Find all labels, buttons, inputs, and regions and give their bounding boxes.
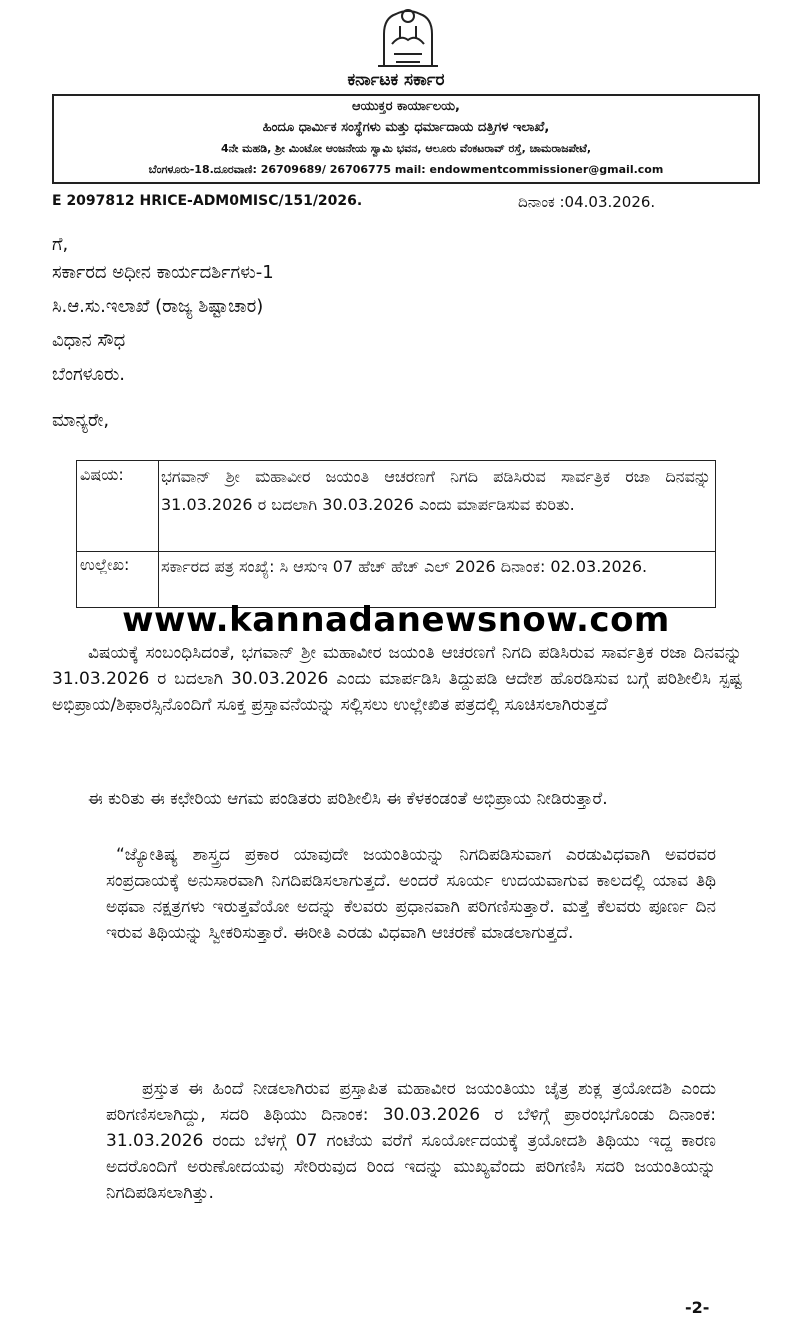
body-paragraph-2: ಈ ಕುರಿತು ಈ ಕಛೇರಿಯ ಆಗಮ ಪಂಡಿತರು ಪರಿಶೀಲಿಸಿ ಈ ಕೆಳಕಂಡಂತೆ ಅಭಿಪ್ರಾಯ ನೀಡಿರುತ್ತಾರೆ. bbox=[88, 789, 608, 809]
reference-text: ಸರ್ಕಾರದ ಪತ್ರ ಸಂಖ್ಯೆ: ಸಿ ಆಸುಇ 07 ಹೆಚ್ ಹೆಚ್ ಎಲ್ 2026 ದಿನಾಂಕ: 02.03.2026. bbox=[161, 557, 648, 576]
addressee-to: ಗೆ, bbox=[52, 234, 69, 255]
addressee-line-1: ಸರ್ಕಾರದ ಅಧೀನ ಕಾರ್ಯದರ್ಶಿಗಳು-1 bbox=[52, 262, 274, 283]
department-name: ಹಿಂದೂ ಧಾರ್ಮಿಕ ಸಂಸ್ಥೆಗಳು ಮತ್ತು ಧರ್ಮಾದಾಯ ದತ್ತಿಗಳ ಇಲಾಖೆ, bbox=[262, 120, 550, 135]
state-emblem-icon bbox=[370, 4, 446, 70]
addressee-line-4: ಬೆಂಗಳೂರು. bbox=[52, 364, 125, 385]
website-watermark: www.kannadanewsnow.com bbox=[122, 600, 670, 640]
addressee-line-3: ವಿಧಾನ ಸೌಧ bbox=[52, 330, 126, 351]
reference-label: ಉಲ್ಲೇಖ: bbox=[77, 551, 159, 607]
subject-text: ಭಗವಾನ್ ಶ್ರೀ ಮಹಾವೀರ ಜಯಂತಿ ಆಚರಣಗೆ ನಿಗದಿ ಪಡಿಸಿರುವ ಸಾರ್ವತ್ರಿಕ ರಜಾ ದಿನವನ್ನು 31.03.2026 ರ ಬದಲಾಗಿ 30.03.2026 ಎಂದು ಮಾರ್ಪಡಿಸುವ ಕುರಿತು. bbox=[161, 467, 711, 514]
subject-reference-table bbox=[76, 460, 716, 608]
letter-reference-number: E 2097812 HRICE-ADM0MISC/151/2026. bbox=[52, 193, 363, 209]
addressee-line-2: ಸಿ.ಆ.ಸು.ಇಲಾಖೆ (ರಾಜ್ಯ ಶಿಷ್ಟಾಚಾರ) bbox=[52, 296, 264, 317]
office-name: ಆಯುಕ್ತರ ಕಾರ್ಯಾಲಯ, bbox=[352, 99, 460, 114]
government-title: ಕರ್ನಾಟಕ ಸರ್ಕಾರ bbox=[347, 70, 445, 90]
quoted-opinion-paragraph-1: “ಜ್ಯೋತಿಷ್ಯ ಶಾಸ್ತ್ರದ ಪ್ರಕಾರ ಯಾವುದೇ ಜಯಂತಿಯನ್ನು ನಿಗದಿಪಡಿಸುವಾಗ ಎರಡುವಿಧವಾಗಿ ಅವರವರ ಸಂಪ್ರದಾಯಕ್ಕೆ ಅನುಸಾರವಾಗಿ ನಿಗದಿಪಡಿಸಲಾಗುತ್ತದೆ. ಅಂದರೆ ಸೂರ್ಯ ಉದಯವಾಗುವ ಕಾಲದಲ್ಲಿ ಯಾವ ತಿಥಿ ಅಥವಾ ನಕ್ಷತ್ರಗಳು ಇರುತ್ತವೆಯೋ ಅದನ್ನು ಕೆಲವರು ಪ್ರಧಾನವಾಗಿ ಪರಿಗಣಿಸುತ್ತಾರೆ. ಮತ್ತೆ ಕೆಲವರು ಪೂರ್ಣ ದಿನ ಇರುವ ತಿಥಿಯನ್ನು ಸ್ವೀಕರಿಸುತ್ತಾರೆ. ಈರೀತಿ ಎರಡು ವಿಧವಾಗಿ ಆಚರಣೆ ಮಾಡಲಾಗುತ್ತದೆ. bbox=[106, 845, 716, 943]
subject-label: ವಿಷಯ: bbox=[77, 461, 159, 551]
subject-row bbox=[77, 461, 715, 552]
reference-row bbox=[77, 551, 715, 607]
office-address: 4ನೇ ಮಹಡಿ, ಶ್ರೀ ಮಿಂಟೋ ಆಂಜನೇಯ ಸ್ವಾಮಿ ಭವನ, ಆಲೂರು ವೆಂಕಟರಾವ್ ರಸ್ತೆ, ಚಾಮರಾಜಪೇಟೆ, bbox=[220, 142, 592, 155]
letter-date: ದಿನಾಂಕ :04.03.2026. bbox=[518, 193, 656, 211]
office-contact: ಬೆಂಗಳೂರು-18.ದೂರವಾಣಿ: 26709689/ 26706775 mail: endowmentcommissioner@gmail.com bbox=[148, 163, 664, 176]
office-header-box bbox=[52, 94, 760, 184]
body-paragraph-1: ವಿಷಯಕ್ಕೆ ಸಂಬಂಧಿಸಿದಂತೆ, ಭಗವಾನ್ ಶ್ರೀ ಮಹಾವೀರ ಜಯಂತಿ ಆಚರಣಗೆ ನಿಗದಿ ಪಡಿಸಿರುವ ಸಾರ್ವತ್ರಿಕ ರಜಾ ದಿನವನ್ನು 31.03.2026 ರ ಬದಲಾಗಿ 30.03.2026 ಎಂದು ಮಾರ್ಪಡಿಸಿ ತಿದ್ದುಪಡಿ ಆದೇಶ ಹೊರಡಿಸುವ ಬಗ್ಗೆ ಪರಿಶೀಲಿಸಿ ಸ್ಪಷ್ಟ ಅಭಿಪ್ರಾಯ/ಶಿಫಾರಸ್ಸಿನೊಂದಿಗೆ ಸೂಕ್ತ ಪ್ರಸ್ತಾವನೆಯನ್ನು ಸಲ್ಲಿಸಲು ಉಲ್ಲೇಖಿತ ಪತ್ರದಲ್ಲಿ ಸೂಚಿಸಲಾಗಿರುತ್ತದೆ bbox=[52, 643, 742, 715]
page-number: -2- bbox=[685, 1298, 710, 1317]
quoted-opinion-paragraph-2: ಪ್ರಸ್ತುತ ಈ ಹಿಂದೆ ನೀಡಲಾಗಿರುವ ಪ್ರಸ್ತಾಪಿತ ಮಹಾವೀರ ಜಯಂತಿಯು ಚೈತ್ರ ಶುಕ್ಲ ತ್ರಯೋದಶಿ ಎಂದು ಪರಿಗಣಿಸಲಾಗಿದ್ದು, ಸದರಿ ತಿಥಿಯು ದಿನಾಂಕ: 30.03.2026 ರ ಬೆಳಿಗ್ಗೆ ಪ್ರಾರಂಭಗೊಂಡು ದಿನಾಂಕ: 31.03.2026 ರಂದು ಬೆಳಗ್ಗೆ 07 ಗಂಟೆಯ ವರೆಗೆ ಸೂರ್ಯೋದಯಕ್ಕೆ ತ್ರಯೋದಶಿ ತಿಥಿಯು ಇದ್ದ ಕಾರಣ ಅದರೊಂದಿಗೆ ಅರುಣೋದಯವು ಸೇರಿರುವುದ ರಿಂದ ಇದನ್ನು ಮುಖ್ಯವೆಂದು ಪರಿಗಣಿಸಿ ಸದರಿ ಜಯಂತಿಯನ್ನು ನಿಗದಿಪಡಿಸಲಾಗಿತ್ತು. bbox=[106, 1079, 716, 1203]
greeting: ಮಾನ್ಯರೇ, bbox=[52, 410, 110, 431]
